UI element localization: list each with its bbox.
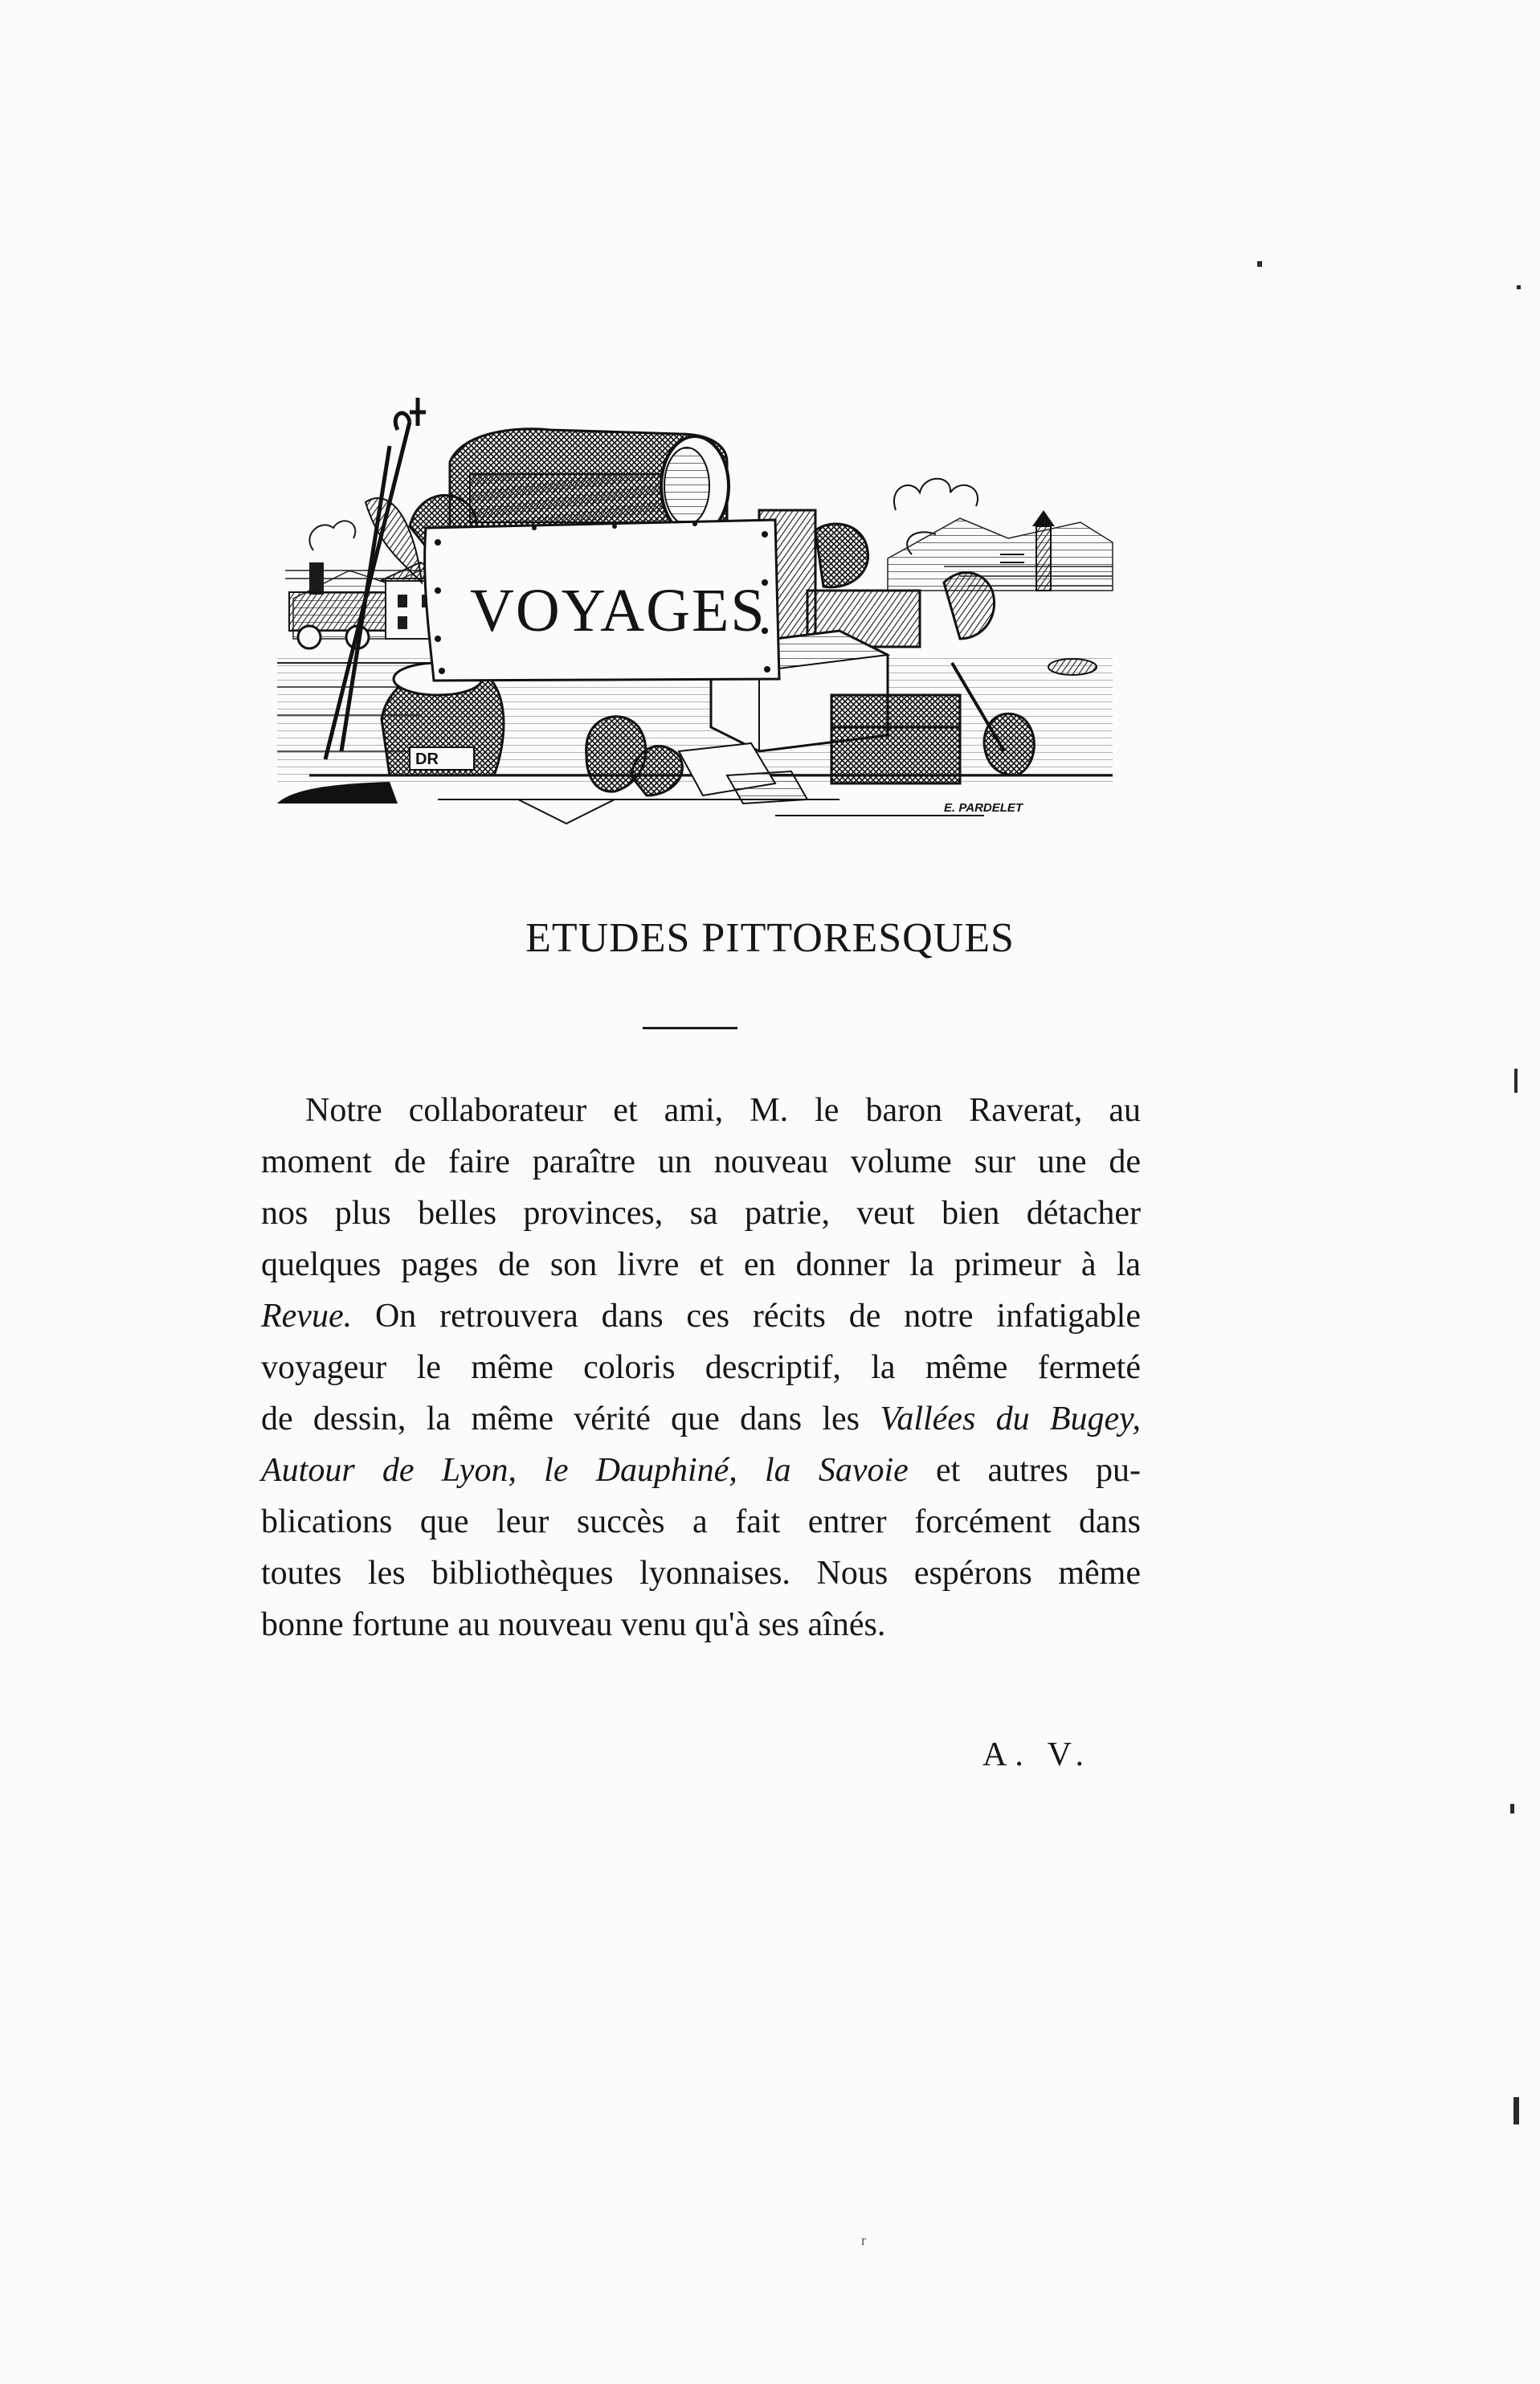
text-line: Notre collaborateur et ami, M. le baron Raverat, au bbox=[305, 1092, 1141, 1129]
trunk-stack bbox=[450, 429, 729, 536]
title-divider bbox=[643, 1027, 737, 1029]
banner-title: VOYAGES bbox=[470, 577, 766, 644]
engraver-signature: E. PARDELET bbox=[944, 801, 1023, 815]
vignette-svg bbox=[277, 398, 1121, 832]
text-line: blications que leur succès a fait entrer forcément dans bbox=[261, 1503, 1141, 1540]
scan-speck bbox=[1514, 1069, 1518, 1093]
body-paragraph bbox=[261, 1085, 1141, 1650]
text-line: nos plus belles provinces, sa patrie, veut bien détacher bbox=[261, 1195, 1141, 1232]
text-line: moment de faire paraître un nouveau volume sur une de bbox=[261, 1143, 1141, 1180]
bag-label-text: DR bbox=[415, 750, 439, 768]
text-line: toutes les bibliothèques lyonnaises. Nous espérons même bbox=[261, 1555, 1141, 1592]
text-line: Revue. On retrouvera dans ces récits de notre infatigable bbox=[261, 1298, 1141, 1335]
section-title: ETUDES PITTORESQUES bbox=[525, 915, 1015, 961]
text-line: bonne fortune au nouveau venu qu'à ses aînés. bbox=[261, 1606, 886, 1643]
scan-speck bbox=[1517, 285, 1521, 289]
right-landscape bbox=[888, 479, 1113, 675]
page-mark: r bbox=[861, 2232, 866, 2248]
text-line: quelques pages de son livre et en donner la primeur à la bbox=[261, 1246, 1141, 1283]
italic-book-titles: Autour de Lyon, le Dauphiné, la Savoie bbox=[261, 1452, 909, 1489]
author-signature: A. V. bbox=[982, 1736, 1092, 1773]
scan-speck bbox=[1513, 2097, 1519, 2124]
scan-speck bbox=[1257, 261, 1262, 267]
scan-speck bbox=[1510, 1804, 1514, 1814]
bag-label bbox=[410, 747, 474, 770]
text-line: de dessin, la même vérité que dans les Vallées du Bugey, bbox=[261, 1401, 1142, 1437]
italic-revue: Revue. bbox=[261, 1298, 353, 1335]
text-line: voyageur le même coloris descriptif, la même fermeté bbox=[261, 1349, 1141, 1386]
voyages-vignette-illustration bbox=[277, 398, 1121, 832]
voyages-banner bbox=[425, 520, 779, 681]
italic-book-title: Vallées du Bugey, bbox=[880, 1401, 1142, 1437]
text-line: Autour de Lyon, le Dauphiné, la Savoie et autres pu- bbox=[261, 1452, 1141, 1489]
